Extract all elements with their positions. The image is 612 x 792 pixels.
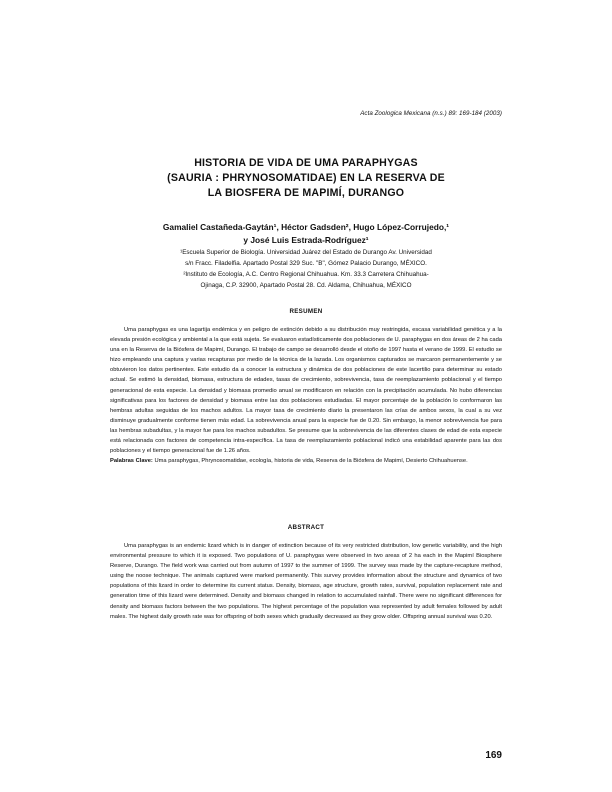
- affiliation-line: ¹Escuela Superior de Biología. Universidad Juárez del Estado de Durango Av. Universidad: [180, 249, 432, 256]
- affiliation-line: ²Instituto de Ecología, A.C. Centro Regional Chihuahua. Km. 33.3 Carretera Chihuahua-: [183, 271, 429, 278]
- abstract-heading: ABSTRACT: [287, 524, 325, 531]
- keywords: [110, 456, 502, 466]
- keywords-text: Uma paraphygas, Phrynosomatidae, ecología, historia de vida, Reserva de la Biósfera de Mapimí, Desierto Chihuahuense.: [154, 458, 468, 465]
- resumen-body: [110, 325, 502, 466]
- author-list: [110, 221, 502, 247]
- authors-line: y José Luis Estrada-Rodríguez¹: [243, 235, 369, 245]
- keywords-label: Palabras Clave:: [110, 458, 153, 465]
- paper-title: [110, 156, 502, 201]
- journal-citation: Acta Zoologica Mexicana (n.s.) 89: 169-184 (2003): [360, 110, 502, 117]
- authors-line: Gamaliel Castañeda-Gaytán¹, Héctor Gadsden², Hugo López-Corrujedo,¹: [162, 222, 450, 232]
- resumen-paragraph: Uma paraphygas es una lagartija endémica y en peligro de extinción debido a su distribución muy restringida, escasa variabilidad genética y a la elevada presión ecológica y ambiental a la que está sujeta. Se evaluaron estadísticamente dos poblaciones de U. paraphygas en dos áreas de 2 ha cada una en la Reserva de la Biósfera de Mapimí, Durango. El trabajo de campo se desarrolló desde el otoño de 1997 hasta el verano de 1999. El estudio se hizo empleando una captura y varias recapturas por medio de la técnica de la lazada. Los organismos capturados se marcaron permanentemente y se obtuvieron los datos pertinentes. Este estudio da a conocer la estructura y dinámica de dos poblaciones de este lacertilio para determinar su estado actual. Se estimó la densidad, biomasa, estructura de edades, tasas de crecimiento, sobrevivencia, tasa de reemplazamiento poblacional y el tiempo generacional de esta especie. La densidad y biomasa promedio anual se modificaron en relación con la precipitación acumulada. No hubo diferencias significativas para los factores de densidad y biomasa entre las dos poblaciones estudiadas. El mayor porcentaje de la población lo conformaron las hembras adultas seguidas de los machos adultos. La mayor tasa de crecimiento diario la presentaron las crías de ambos sexos, la cual a su vez disminuye gradualmente conforme tienen más edad. La sobrevivencia anual para la especie fue de 0.20. Sin embargo, la menor sobrevivencia fue para las hembras subadultas, y la mayor fue para los machos subadultos. Se presume que la sobrevivencia de las diferentes clases de edad de esta especie está relacionada con factores de competencia intra-específica. La tasa de reemplazamiento poblacional indicó una estabilidad aparente para las dos poblaciones y el tiempo generacional fue de 1.26 años.: [110, 327, 502, 455]
- resumen-heading: RESUMEN: [289, 308, 323, 315]
- affiliations: [140, 247, 472, 291]
- abstract-body: [110, 541, 502, 622]
- affiliation-line: Ojinaga, C.P. 32900, Apartado Postal 28. Cd. Aldama, Chihuahua, MÉXICO: [200, 282, 412, 289]
- abstract-paragraph: Uma paraphygas is an endemic lizard which is in danger of extinction because of its very restricted distribution, low genetic variability, and the high environmental pressure to which it is exposed. Two populations of U. paraphygas were observed in two areas of 2 ha each in the Mapimí Biosphere Reserve, Durango. The field work was carried out from autumn of 1997 to the summer of 1999. The survey was made by the capture-recapture method, using the noose technique. The animals captured were marked permanently. This survey provides information about the structure and dynamics of two populations of this lizard in order to determine its current status. Density, biomass, age structure, growth rates, survival, population replacement rate and generation time of this lizard were determined. Density and biomass changed in relation to accumulated rainfall. There were no significant differences for density and biomass factors between the two populations. The highest percentage of the population was represented by adult females followed by adult males. The highest daily growth rate was for offspring of both sexes which gradually decreased as they grow older. Offspring annual survival was 0.20.: [110, 543, 502, 620]
- title-line: HISTORIA DE VIDA DE UMA PARAPHYGAS: [194, 157, 418, 169]
- title-line: LA BIOSFERA DE MAPIMÍ, DURANGO: [207, 187, 405, 199]
- affiliation-line: s/n Fracc. Filadelfia. Apartado Postal 329 Suc. "B", Gómez Palacio Durango, MÉXICO.: [185, 260, 427, 267]
- title-line: (SAURIA : PHRYNOSOMATIDAE) EN LA RESERVA DE: [167, 172, 445, 184]
- page-number: 169: [485, 750, 502, 761]
